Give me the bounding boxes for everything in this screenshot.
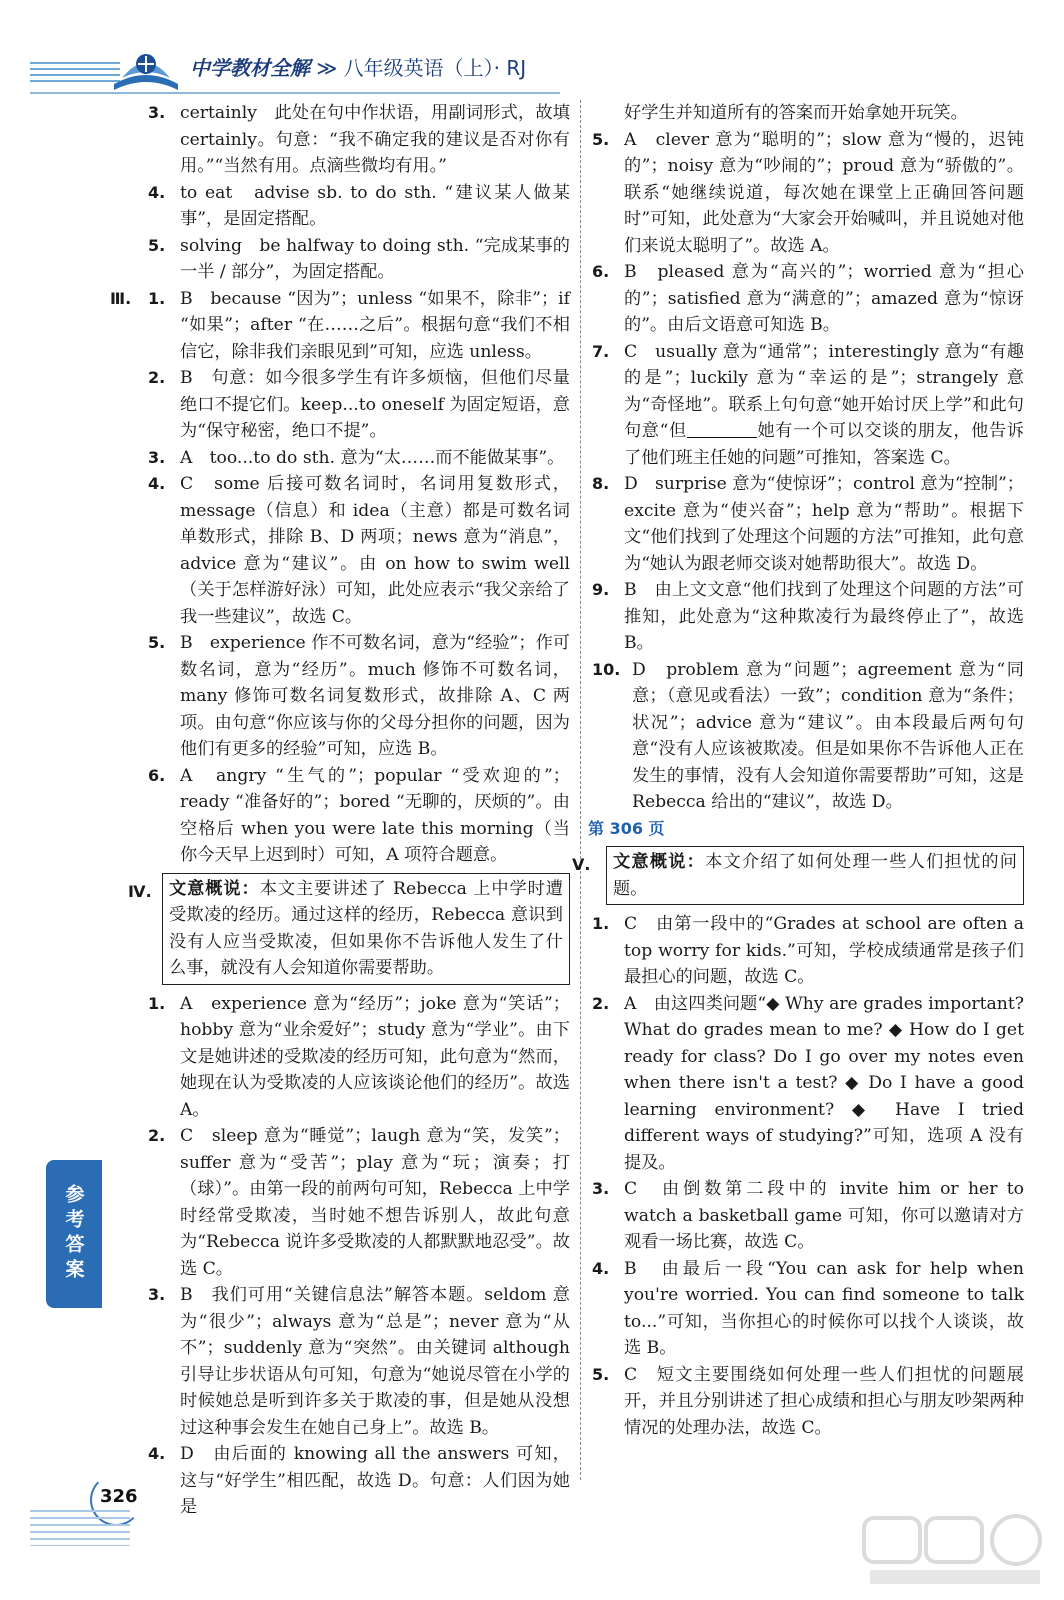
page-number: 326 [100,1486,138,1507]
item-text: C some 后接可数名词时，名词用复数形式，message（信息）和 idea（主意）都是可数名词单数形式，排除 B、D 两项；news 意为“消息”，advice 意为“建议”。由 on how to swim well（关于怎样游好泳）可知，此处应表示“我父亲给了我一些建议”，故选 C。 [180,474,570,627]
item-number: 10. [592,659,621,679]
answer-item [148,100,570,180]
item-text: to eat advise sb. to do sth. “建议某人做某事”，是固定搭配。 [180,182,570,229]
item-number: 6. [592,262,610,281]
footer-decor-lines [30,1510,130,1546]
item-text: B 句意：如今很多学生有许多烦恼，但他们尽量绝口不提它们。keep...to oneself 为固定短语，意为“保守秘密，绝口不提”。 [180,368,570,441]
item-number: 7. [592,341,610,361]
item-number: 3. [148,103,166,122]
answer-item [592,339,1024,472]
item-text: B because “因为”；unless “如果不，除非”；if “如果”；after “在……之后”。根据句意“我们不相信它，除非我们亲眼见到”可知，应选 unless。 [180,288,570,362]
item-number: 4. [592,1258,610,1278]
item-text: A too...to do sth. 意为“太……而不能做某事”。 [180,447,565,468]
item-text: B 由上文文意“他们找到了处理这个问题的方法”可推知，此处意为“这种欺凌行为最终停止了”，故选 B。 [624,580,1024,653]
item-text: A experience 意为“经历”；joke 意为“笑话”；hobby 意为“业余爱好”；study 意为“学业”。由下文是她讲述的受欺凌的经历可知，此句意为“然而，她现在认为受欺凌的人应该谈论他们的经历”。故选 A。 [180,993,570,1120]
summary-block [572,846,1024,905]
item-text: A 由这四类问题“◆ Why are grades important? What do grades mean to me? ◆ How do I get ready for class? Do I go over my notes even when there isn't a test? ◆ Do I have a good learning environment? ◆ Have I tried different ways of studying?”可知，选项 A 没有提及。 [624,993,1024,1173]
answer-item [592,1362,1024,1442]
item-number: 4. [148,182,166,202]
item-number: 2. [148,368,166,387]
page-header [0,0,1064,100]
answer-item [148,365,570,445]
item-text: B pleased 意为“高兴的”；worried 意为“担心的”；satisfied 意为“满意的”；amazed 意为“惊讶的”。由后文语意可知选 B。 [624,262,1024,335]
answer-item [148,1282,570,1441]
answer-item [592,1256,1024,1362]
item-text: C 短文主要围绕如何处理一些人们担忧的问题展开，并且分别讲述了担心成绩和担心与朋友吵架两种情况的处理办法，故选 C。 [624,1364,1024,1438]
section-label: Ⅳ. [128,881,152,901]
item-number: 8. [592,474,610,493]
item-text: B experience 作不可数名词，意为“经验”；作可数名词，意为“经历”。much 修饰不可数名词，many 修饰可数名词复数形式，故排除 A、C 两项。由句意“你应该与你的父母分担你的问题，因为他们有更多的经验”可知，应选 B。 [180,633,570,759]
item-number: 3. [148,447,166,467]
answer-item [148,445,570,472]
answer-item [148,630,570,763]
item-text: D surprise 意为“使惊讶”；control 意为“控制”；excite 意为“使兴奋”；help 意为“帮助”。根据下文“他们找到了处理这个问题的方法”可推知，此句意为“她认为跟老师交谈对她帮助很大”。故选 D。 [624,474,1024,574]
answer-key-side-tab: 参考答案 [46,1160,102,1308]
item-text: A angry “生气的”；popular “受欢迎的”；ready “准备好的”；bored “无聊的，厌烦的”。由空格后 when you were late this morning（当你今天早上迟到时）可知，A 项符合题意。 [180,765,570,865]
answer-item [148,471,570,630]
section-label: Ⅲ. [110,288,132,308]
answer-item [148,1123,570,1282]
item-number: 3. [592,1179,610,1198]
section-label: Ⅴ. [572,855,591,874]
answer-item [148,1441,570,1521]
item-text: D 由后面的 knowing all the answers 可知，这与“好学生”相匹配，故选 D。句意：人们因为她是 [180,1444,570,1517]
right-column [572,100,1024,1441]
fill-blank [687,419,757,438]
header-decor-lines [30,62,120,86]
summary-box [162,873,570,985]
item-text: C 由第一段中的“Grades at school are often a top worry for kids.”可知，学校成绩通常是孩子们最担心的问题，故选 C。 [624,914,1024,987]
summary-box [606,846,1024,905]
item-number: 5. [592,1364,610,1384]
answer-item [110,286,570,366]
item-text: D problem 意为“问题”；agreement 意为“同意；（意见或看法）一致”；condition 意为“条件；状况”；advice 意为“建议”。由本段最后两句句意“没有人应该被欺凌。但是如果你不告诉他人正在发生的事情，没有人会知道你需要帮助”可知，这是 Rebecca 给出的“建议”，故选 D。 [632,659,1024,812]
item-number: 1. [148,288,166,308]
item-text: B 我们可用“关键信息法”解答本题。seldom 意为“很少”；always 意为“总是”；never 意为“从不”；suddenly 意为“突然”。由关键词 although 引导让步状语从句可知，句意为“她说尽管在小学的时候她总是听到许多关于欺凌的事，但是她从没想过这种事会发生在她自己身上”。故选 B。 [180,1285,570,1438]
header-title-sub: 八年级英语（上）· RJ [343,56,527,80]
book-logo-icon [108,44,184,94]
item-number: 1. [148,993,166,1013]
summary-block [128,873,570,985]
header-title [190,52,526,81]
item-number: 2. [148,1126,166,1145]
answer-item [592,127,1024,260]
page-reference: 第 306 页 [588,818,665,838]
answer-item [148,180,570,233]
item-number: 2. [592,993,610,1013]
item-number: 1. [592,914,610,933]
summary-label: 文意概说： [169,878,260,899]
answer-item [148,233,570,286]
item-text: B 由最后一段“You can ask for help when you're worried. You can find someone to talk to...”可知，当你担心的时候你可以找个人谈谈，故选 B。 [624,1258,1024,1358]
item-text: A clever 意为“聪明的”；slow 意为“慢的，迟钝的”；noisy 意为“吵闹的”；proud 意为“骄傲的”。联系“她继续说道，每次她在课堂上正确回答问题时”可知，此处意为“大家会开始喊叫，并且说她对他们来说太聪明了”。故选 A。 [624,129,1024,256]
header-rule [30,92,560,94]
summary-text: 本文介绍了如何处理一些人们担忧的问题。 [613,852,1017,899]
summary-text: 本文主要讲述了 Rebecca 上中学时遭受欺凌的经历。通过这样的经历，Rebecca 意识到没有人应当受欺凌，但如果你不告诉他人发生了什么事，就没有人会知道你需要帮助。 [169,878,563,978]
item-text: certainly 此处在句中作状语，用副词形式，故填 certainly。句意：“我不确定我的建议是否对你有用。”“当然有用。点滴些微均有用。” [180,103,570,176]
answer-item [148,763,570,869]
item-text: solving be halfway to doing sth. “完成某事的一半 / 部分”，为固定搭配。 [180,235,570,282]
item-number: 4. [148,474,166,493]
answer-item [592,471,1024,577]
answer-item [592,259,1024,339]
header-title-main: 中学教材全解 [190,56,310,80]
item-text: C sleep 意为“睡觉”；laugh 意为“笑，发笑”；suffer 意为“受苦”；play 意为“玩；演奏；打（球）”。由第一段的前两句可知，Rebecca 上中学时经常受欺凌，当时她不想告诉别人，故此句意为“Rebecca 说许多受欺凌的人都默默地忍受”。故选 C。 [180,1126,570,1279]
item-number: 4. [148,1444,166,1463]
item-number: 5. [148,633,166,652]
answer-continuation [592,100,1024,127]
header-title-sep: ≫ [310,56,338,80]
item-number: 6. [148,765,166,785]
item-text: C usually 意为“通常”；interestingly 意为“有趣的是”；luckily 意为“幸运的是”；strangely 意为“奇怪地”。联系上句句意“她开始讨厌上学”和此句句意“但 [624,341,1024,441]
summary-label: 文意概说： [613,852,706,872]
item-number: 9. [592,580,610,599]
item-number: 3. [148,1285,166,1304]
column-divider [580,100,581,1480]
item-number: 5. [148,235,166,255]
answer-item [592,657,1024,816]
item-text: 她有一个可以交谈的朋友，他告诉了他们班主任她的问题”可推知，答案选 C。 [624,421,1024,468]
answer-item [592,911,1024,991]
answer-item [592,991,1024,1177]
answer-item [592,577,1024,657]
item-text: C 由倒数第二段中的 invite him or her to watch a basketball game 可知，你可以邀请对方观看一场比赛，故选 C。 [624,1179,1024,1252]
answer-item [592,1176,1024,1256]
answer-item [148,991,570,1124]
item-text: 好学生并知道所有的答案而开始拿她开玩笑。 [624,103,968,123]
watermark-logo-icon [860,1510,1050,1590]
item-number: 5. [592,129,610,149]
